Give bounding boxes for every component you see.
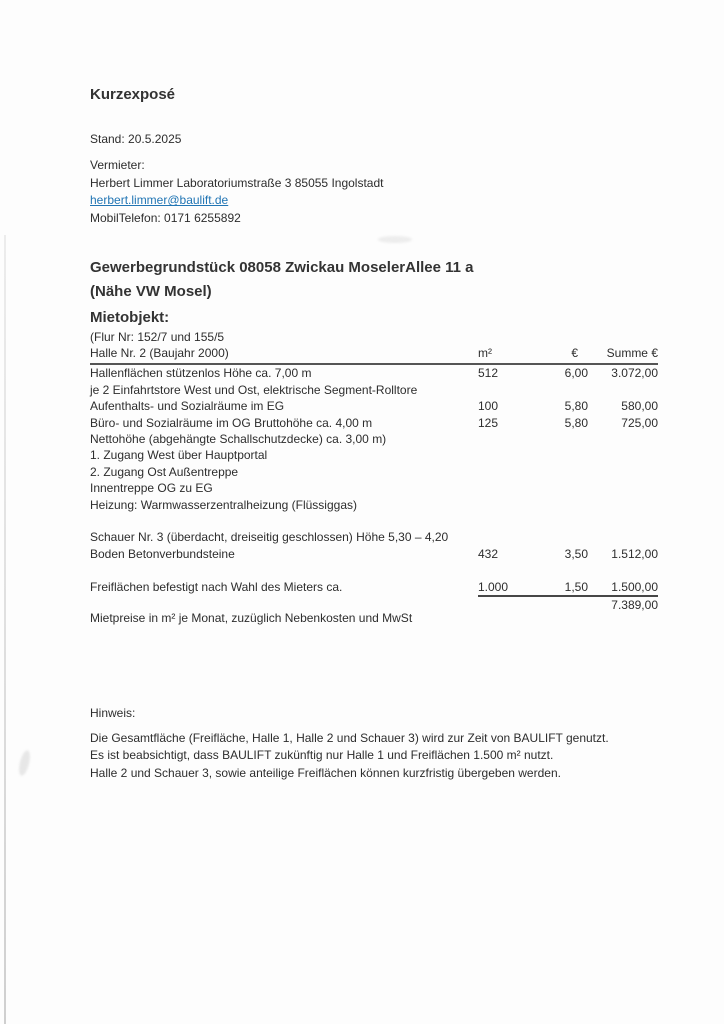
scan-smudge bbox=[378, 236, 412, 243]
document-title: Kurzexposé bbox=[90, 86, 176, 103]
table-row: 1. Zugang West über Hauptportal bbox=[90, 448, 268, 463]
header-hall: Halle Nr. 2 (Baujahr 2000) bbox=[90, 345, 478, 364]
table-spacer-row bbox=[90, 562, 658, 578]
table-row: Nettohöhe (abgehängte Schallschutzdecke) ca. 3,00 m) bbox=[90, 432, 387, 447]
notice-text bbox=[90, 730, 609, 782]
notice-line: Es ist beabsichtigt, dass BAULIFT zukünftig nur Halle 1 und Freiflächen 1.500 m² nutzt. bbox=[90, 748, 554, 763]
landlord-email-link[interactable]: herbert.limmer@baulift.de bbox=[90, 193, 229, 208]
scan-smudge bbox=[17, 749, 32, 776]
property-heading-line2: (Nähe VW Mosel) bbox=[90, 282, 212, 300]
property-heading bbox=[90, 256, 474, 303]
table-spacer-row bbox=[90, 513, 658, 529]
notice-label: Hinweis: bbox=[90, 706, 136, 720]
total-sum: 7.389,00 bbox=[611, 598, 658, 613]
parcel-line: (Flur Nr: 152/7 und 155/5 bbox=[90, 330, 225, 344]
landlord-name-address: Herbert Limmer Laboratoriumstraße 3 85055 Ingolstadt bbox=[90, 175, 384, 190]
rent-table bbox=[90, 345, 658, 613]
table-row: Heizung: Warmwasserzentralheizung (Flüssiggas) bbox=[90, 497, 357, 512]
table-row: Boden Betonverbundsteine 432 3,50 1.512,00 bbox=[90, 546, 658, 561]
table-row: Hallenflächen stützenlos Höhe ca. 7,00 m 512 6,00 3.072,00 bbox=[90, 366, 658, 381]
landlord-phone: MobilTelefon: 0171 6255892 bbox=[90, 210, 241, 225]
notice-line: Halle 2 und Schauer 3, sowie anteilige Freiflächen können kurzfristig übergeben werden. bbox=[90, 765, 561, 780]
landlord-block bbox=[90, 157, 383, 227]
rent-table-header-row bbox=[90, 345, 658, 364]
notice-line: Die Gesamtfläche (Freifläche, Halle 1, Halle 2 und Schauer 3) wird zur Zeit von BAULIFT genutzt. bbox=[90, 731, 609, 745]
table-row: Freiflächen befestigt nach Wahl des Mieters ca. 1.000 1,50 1.500,00 bbox=[90, 579, 658, 596]
landlord-label: Vermieter: bbox=[90, 158, 145, 172]
header-sqm: m² bbox=[478, 345, 540, 364]
table-row: Innentreppe OG zu EG bbox=[90, 481, 213, 496]
table-row: je 2 Einfahrtstore West und Ost, elektrische Segment-Rolltore bbox=[90, 382, 418, 397]
property-heading-line1: Gewerbegrundstück 08058 Zwickau MoselerAllee 11 a bbox=[90, 259, 474, 276]
scanner-edge-artifact bbox=[4, 235, 6, 1024]
rental-object-heading: Mietobjekt: bbox=[90, 309, 170, 326]
table-row: Schauer Nr. 3 (überdacht, dreiseitig geschlossen) Höhe 5,30 – 4,20 bbox=[90, 530, 449, 545]
table-row: Aufenthalts- und Sozialräume im EG 100 5,80 580,00 bbox=[90, 399, 658, 414]
date-line: Stand: 20.5.2025 bbox=[90, 132, 182, 146]
pricing-note: Mietpreise in m² je Monat, zuzüglich Nebenkosten und MwSt bbox=[90, 611, 413, 625]
table-row: 2. Zugang Ost Außentreppe bbox=[90, 464, 239, 479]
header-euro: € bbox=[540, 345, 588, 364]
table-row: Büro- und Sozialräume im OG Bruttohöhe ca. 4,00 m 125 5,80 725,00 bbox=[90, 415, 658, 430]
header-sum-euro: Summe € bbox=[588, 345, 658, 364]
